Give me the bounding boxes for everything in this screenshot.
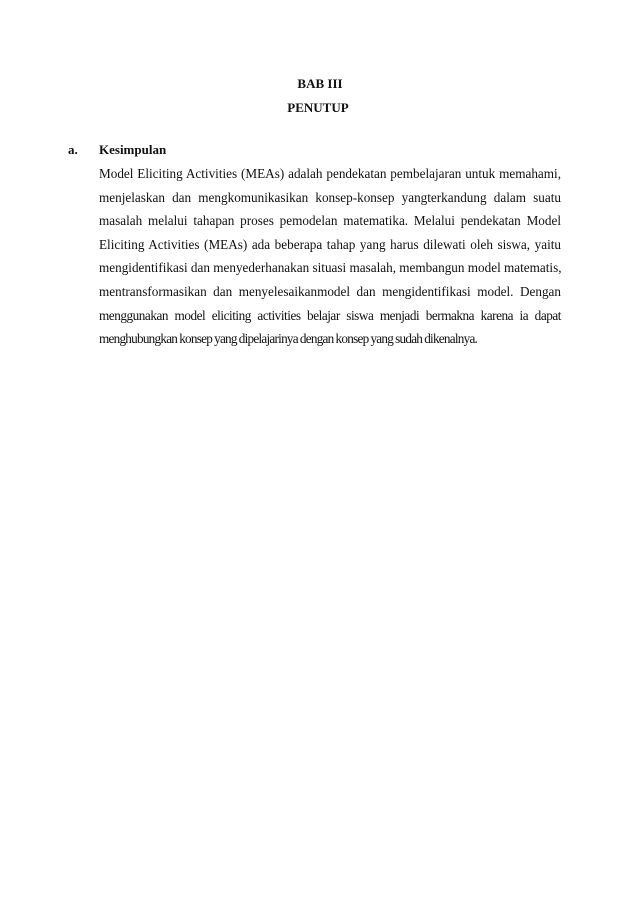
chapter-title: PENUTUP — [287, 100, 349, 115]
paragraph-line: menjelaskan dan mengkomunikasikan konsep-konsep yangterkandung dalam suatu — [99, 189, 561, 205]
paragraph-line: menghubungkan konsep yang dipelajarinya dengan konsep yang sudah dikenalnya. — [99, 331, 478, 347]
chapter-number: BAB III — [297, 76, 343, 91]
paragraph-line: Eliciting Activities (MEAs) ada beberapa tahap yang harus dilewati oleh siswa, yaitu — [99, 236, 561, 252]
paragraph-line: mentransformasikan dan menyelesaikanmodel dan mengidentifikasi model. Dengan — [99, 283, 561, 299]
paragraph-line: Model Eliciting Activities (MEAs) adalah pendekatan pembelajaran untuk memahami, — [99, 166, 561, 181]
paragraph-line: mengidentifikasi dan menyederhanakan situasi masalah, membangun model matematis, — [99, 260, 562, 276]
paragraph-line: masalah melalui tahapan proses pemodelan matematika. Melalui pendekatan Model — [99, 213, 561, 229]
section-marker: a. — [68, 142, 78, 157]
section-heading: Kesimpulan — [99, 142, 167, 157]
conclusion-paragraph — [99, 162, 561, 351]
paragraph-line: menggunakan model eliciting activities belajar siswa menjadi bermakna karena ia dapat — [99, 307, 561, 323]
